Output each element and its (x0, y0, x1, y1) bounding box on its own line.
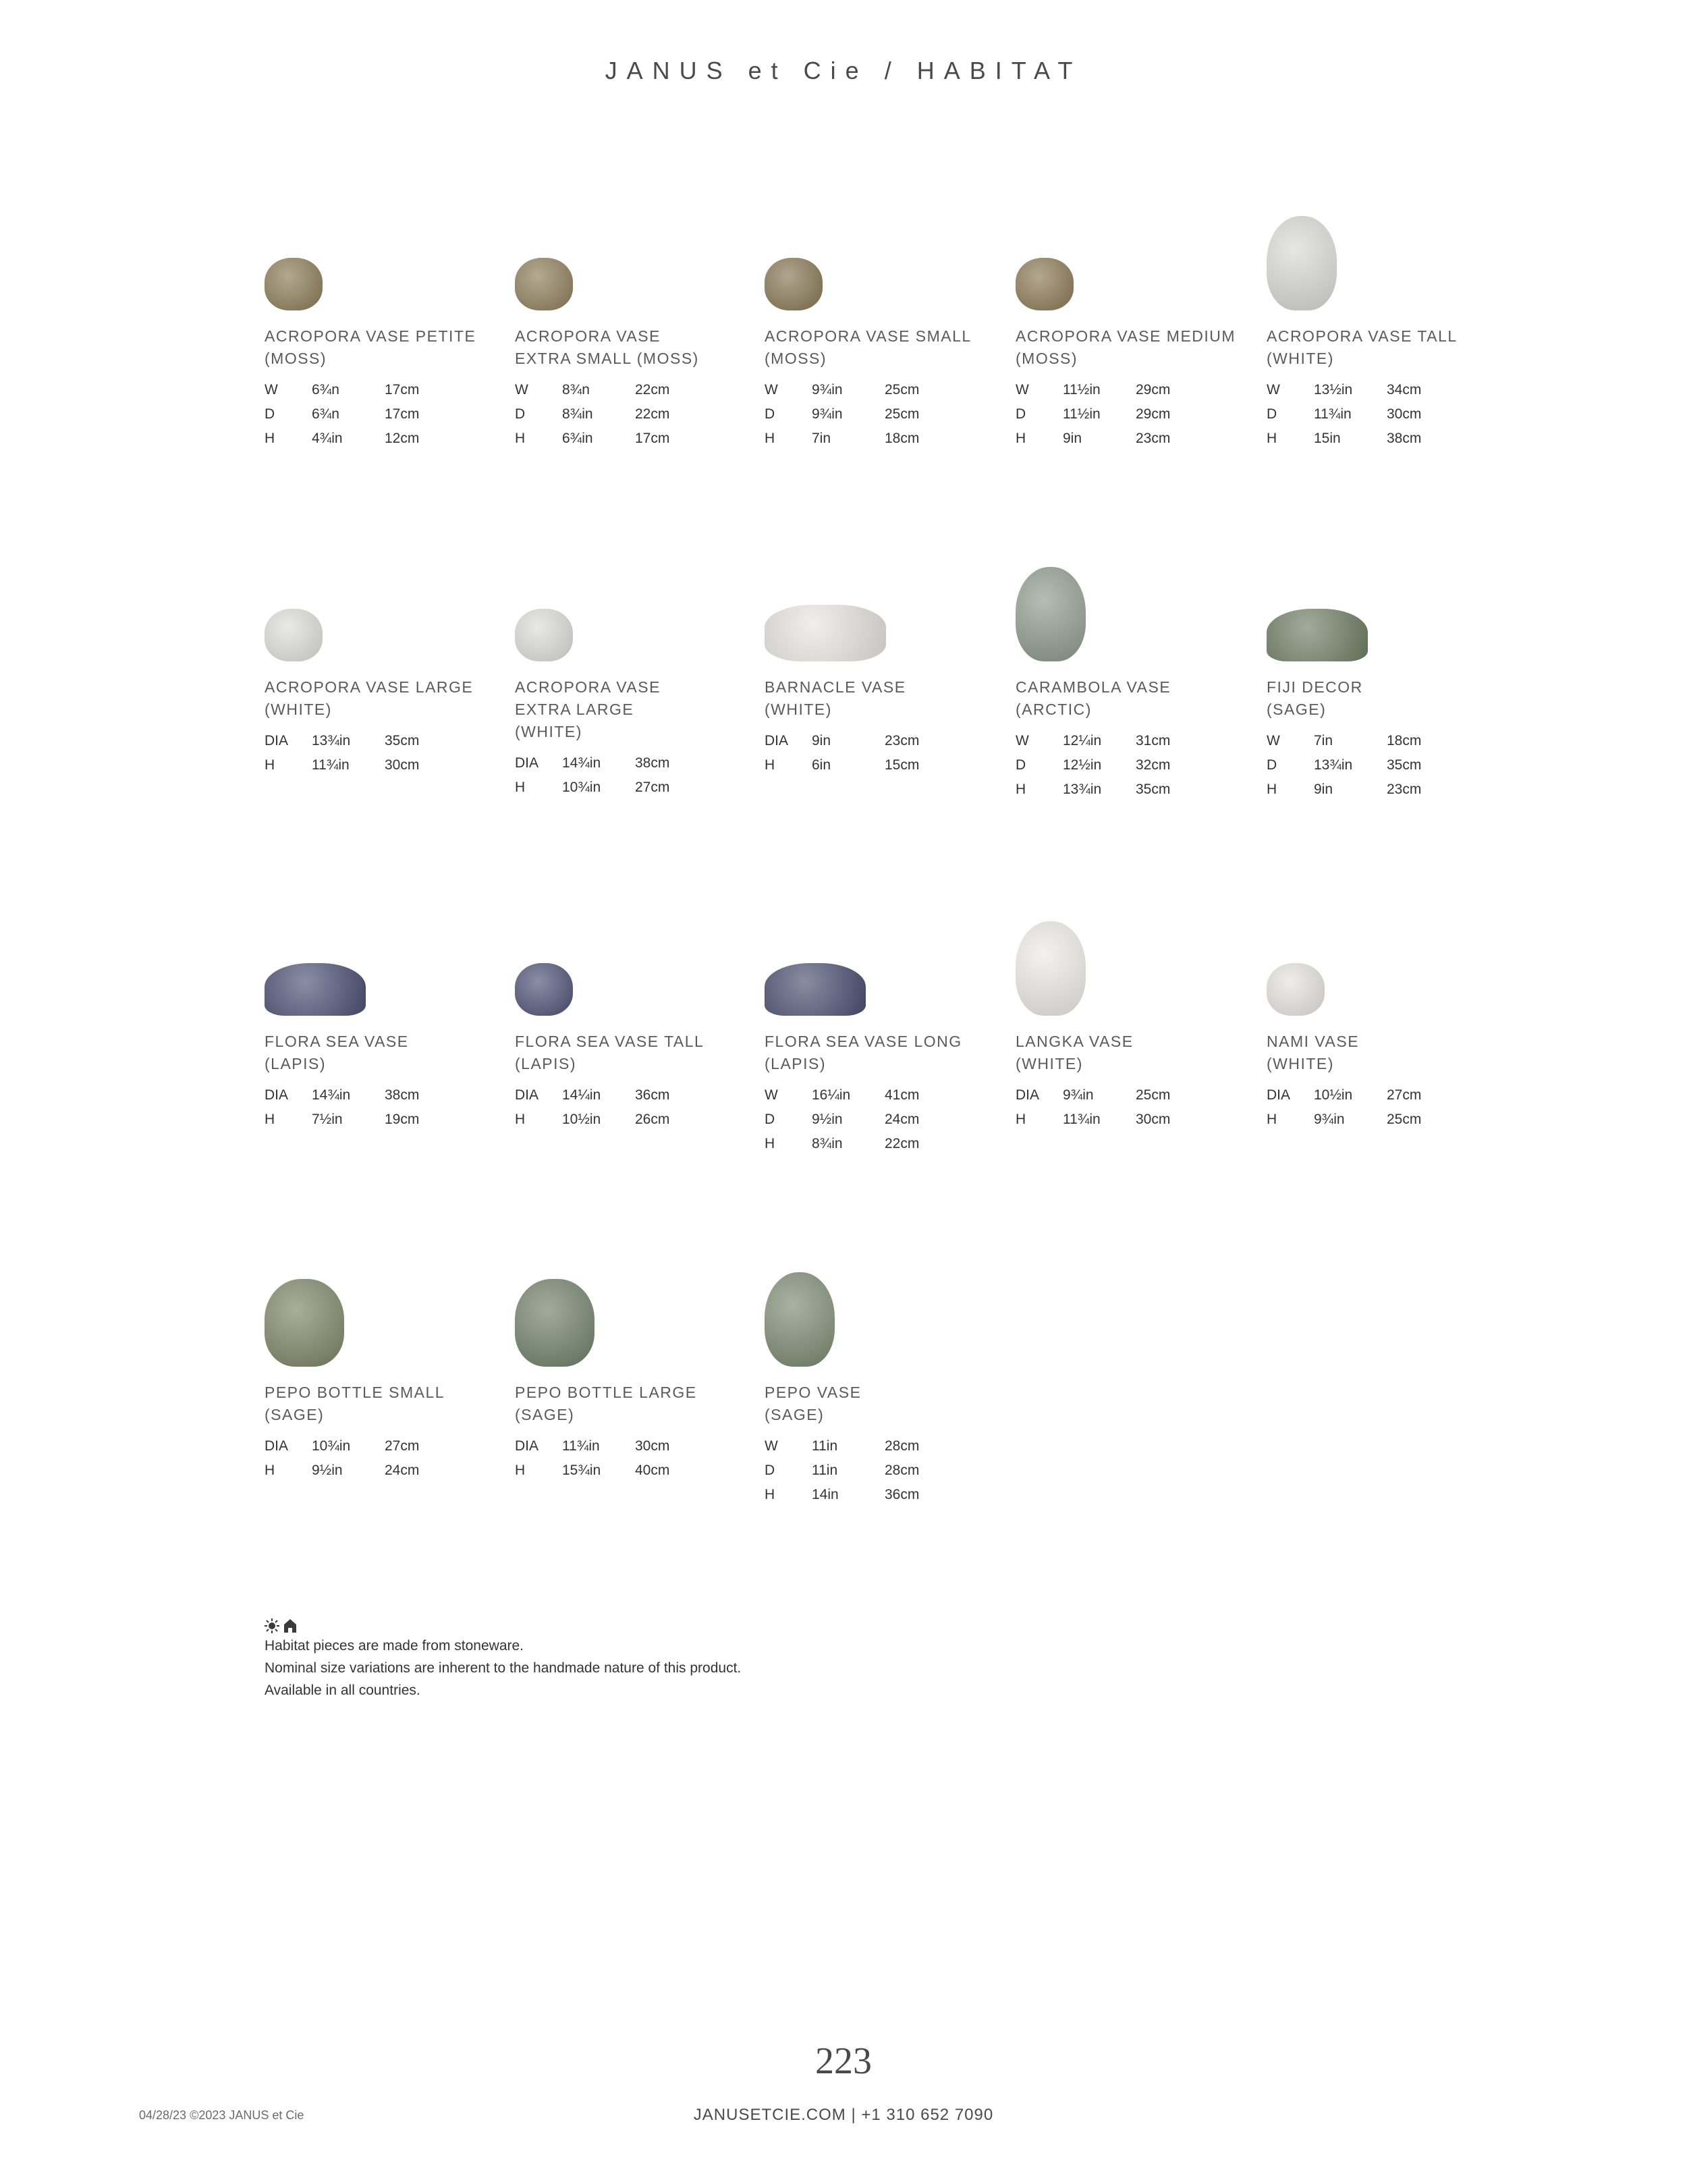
dimension-row (515, 1083, 717, 1108)
dimension-cm: 26cm (635, 1112, 670, 1127)
dimension-label: D (765, 406, 775, 422)
dimension-label: W (1267, 382, 1280, 398)
dimension-cm: 23cm (1387, 782, 1422, 797)
dimension-label: W (765, 382, 778, 398)
dimension-label: W (765, 1087, 778, 1103)
dimension-label: H (765, 431, 775, 446)
dimension-cm: 18cm (885, 431, 920, 446)
dimension-cm: 31cm (1136, 733, 1171, 748)
dimension-cm: 15cm (885, 757, 920, 773)
dimension-row (765, 1483, 967, 1507)
dimension-inches: 9in (1063, 431, 1082, 446)
dimension-cm: 28cm (885, 1463, 920, 1478)
product-dimensions (515, 1083, 717, 1132)
dimension-inches: 9in (812, 733, 831, 748)
dimension-row (1016, 378, 1218, 402)
dimension-label: H (765, 1136, 775, 1151)
dimension-row (1016, 402, 1218, 427)
dimension-label: H (265, 757, 275, 773)
product-photo (1016, 258, 1074, 310)
dimension-inches: 13¾in (1314, 757, 1353, 773)
dimension-row (265, 1434, 467, 1458)
dimension-cm: 38cm (385, 1087, 420, 1103)
material-icons (265, 1614, 1074, 1635)
dimension-cm: 29cm (1136, 382, 1171, 398)
dimension-inches: 14¼in (562, 1087, 601, 1103)
product-name: BARNACLE VASE (WHITE) (765, 678, 906, 718)
product-dimensions (1016, 1083, 1218, 1132)
dimension-label: H (515, 780, 526, 795)
dimension-inches: 9¾in (1063, 1087, 1094, 1103)
product-photo (765, 258, 823, 310)
product-photo (515, 258, 573, 310)
dimension-label: DIA (515, 755, 539, 771)
dimension-row (765, 753, 967, 777)
dimension-label: H (265, 431, 275, 446)
dimension-label: D (1016, 757, 1026, 773)
product-name: FLORA SEA VASE LONG (LAPIS) (765, 1033, 962, 1072)
dimension-row (515, 402, 717, 427)
product-dimensions (515, 751, 717, 800)
product-photo (1016, 921, 1086, 1016)
dimension-inches: 9½in (312, 1463, 343, 1478)
dimension-cm: 32cm (1136, 757, 1171, 773)
footnote-line: Nominal size variations are inherent to the handmade nature of this product. (265, 1660, 742, 1676)
dimension-row (265, 753, 467, 777)
dimension-label: DIA (515, 1438, 539, 1454)
dimension-label: H (515, 1463, 526, 1478)
dimension-cm: 22cm (635, 382, 670, 398)
dimension-inches: 6¾n (312, 382, 339, 398)
dimension-inches: 15in (1314, 431, 1341, 446)
dimension-row (265, 1458, 467, 1483)
product-photo (1267, 963, 1325, 1016)
dimension-row (265, 729, 467, 753)
dimension-cm: 27cm (1387, 1087, 1422, 1103)
dimension-cm: 24cm (385, 1463, 420, 1478)
dimension-cm: 30cm (635, 1438, 670, 1454)
dimension-inches: 7in (1314, 733, 1333, 748)
product-dimensions (1016, 378, 1218, 451)
product-photo (515, 609, 573, 661)
dimension-label: H (1016, 1112, 1026, 1127)
dimension-row (515, 378, 717, 402)
dimension-row (1267, 729, 1469, 753)
dimension-inches: 12¼in (1063, 733, 1102, 748)
dimension-cm: 25cm (1136, 1087, 1171, 1103)
dimension-row (765, 402, 967, 427)
product-dimensions (515, 1434, 717, 1483)
dimension-cm: 35cm (1136, 782, 1171, 797)
product-photo (515, 963, 573, 1016)
product-dimensions (265, 729, 467, 777)
product-photo (1267, 609, 1368, 661)
dimension-row (1267, 1083, 1469, 1108)
product-dimensions (765, 1434, 967, 1507)
dimension-inches: 9¾in (812, 382, 843, 398)
product-name: PEPO VASE (SAGE) (765, 1384, 862, 1423)
dimension-inches: 14¾in (562, 755, 601, 771)
dimension-row (265, 427, 467, 451)
product-name: ACROPORA VASE PETITE (MOSS) (265, 327, 476, 367)
product-dimensions (1267, 378, 1469, 451)
dimension-label: W (765, 1438, 778, 1454)
product-name: ACROPORA VASE EXTRA SMALL (MOSS) (515, 327, 699, 367)
dimension-row (515, 1434, 717, 1458)
dimension-row (1267, 378, 1469, 402)
dimension-label: H (265, 1463, 275, 1478)
dimension-inches: 16¼in (812, 1087, 851, 1103)
dimension-inches: 7½in (312, 1112, 343, 1127)
dimension-inches: 11in (812, 1463, 838, 1478)
product-dimensions (765, 729, 967, 777)
dimension-cm: 25cm (885, 406, 920, 422)
dimension-cm: 17cm (385, 406, 420, 422)
dimension-inches: 6in (812, 757, 831, 773)
dimension-inches: 8¾in (562, 406, 593, 422)
dimension-label: H (265, 1112, 275, 1127)
dimension-label: DIA (765, 733, 789, 748)
dimension-inches: 6¾n (312, 406, 339, 422)
footnote-line: Available in all countries. (265, 1683, 420, 1698)
dimension-inches: 15¾in (562, 1463, 601, 1478)
dimension-row (515, 1108, 717, 1132)
dimension-cm: 24cm (885, 1112, 920, 1127)
product-name: CARAMBOLA VASE (ARCTIC) (1016, 678, 1171, 718)
dimension-row (765, 378, 967, 402)
dimension-inches: 10¾in (312, 1438, 351, 1454)
dimension-cm: 34cm (1387, 382, 1422, 398)
dimension-inches: 6¾in (562, 431, 593, 446)
dimension-cm: 38cm (635, 755, 670, 771)
product-name: FLORA SEA VASE (LAPIS) (265, 1033, 409, 1072)
product-name: ACROPORA VASE EXTRA LARGE (WHITE) (515, 678, 661, 740)
dimension-cm: 30cm (385, 757, 420, 773)
dimension-cm: 36cm (885, 1487, 920, 1502)
dimension-cm: 36cm (635, 1087, 670, 1103)
footer-contact: JANUSETCIE.COM | +1 310 652 7090 (693, 2106, 994, 2124)
dimension-label: DIA (515, 1087, 539, 1103)
dimension-inches: 12½in (1063, 757, 1102, 773)
dimension-cm: 27cm (635, 780, 670, 795)
product-dimensions (265, 378, 467, 451)
dimension-cm: 38cm (1387, 431, 1422, 446)
product-dimensions (765, 1083, 967, 1156)
product-dimensions (515, 378, 717, 451)
dimension-cm: 35cm (1387, 757, 1422, 773)
dimension-label: D (765, 1463, 775, 1478)
dimension-label: W (1016, 382, 1029, 398)
dimension-row (1016, 1083, 1218, 1108)
dimension-cm: 29cm (1136, 406, 1171, 422)
dimension-inches: 11½in (1063, 382, 1101, 398)
dimension-label: H (1016, 782, 1026, 797)
dimension-cm: 27cm (385, 1438, 420, 1454)
dimension-row (515, 1458, 717, 1483)
dimension-inches: 7in (812, 431, 831, 446)
product-dimensions (265, 1434, 467, 1483)
dimension-inches: 4¾in (312, 431, 343, 446)
dimension-inches: 13¾in (1063, 782, 1102, 797)
dimension-cm: 22cm (885, 1136, 920, 1151)
dimension-label: H (765, 757, 775, 773)
dimension-row (765, 1458, 967, 1483)
dimension-inches: 10½in (562, 1112, 601, 1127)
dimension-cm: 40cm (635, 1463, 670, 1478)
dimension-row (1267, 427, 1469, 451)
dimension-row (1267, 777, 1469, 802)
dimension-row (1016, 1108, 1218, 1132)
dimension-row (265, 1108, 467, 1132)
dimension-row (265, 378, 467, 402)
product-dimensions (1016, 729, 1218, 802)
dimension-cm: 25cm (1387, 1112, 1422, 1127)
footnote (265, 1614, 1074, 1701)
dimension-label: D (1267, 406, 1277, 422)
dimension-row (1267, 402, 1469, 427)
product-photo (1267, 216, 1337, 310)
dimension-cm: 41cm (885, 1087, 920, 1103)
dimension-cm: 18cm (1387, 733, 1422, 748)
dimension-row (1016, 753, 1218, 777)
product-name: FLORA SEA VASE TALL (LAPIS) (515, 1033, 704, 1072)
dimension-inches: 11¾in (1314, 406, 1352, 422)
dimension-cm: 23cm (1136, 431, 1171, 446)
page-header: JANUS et Cie / HABITAT (605, 57, 1082, 84)
product-photo (765, 1272, 835, 1367)
dimension-label: H (515, 1112, 526, 1127)
dimension-row (1016, 427, 1218, 451)
dimension-cm: 23cm (885, 733, 920, 748)
dimension-row (265, 402, 467, 427)
dimension-label: H (765, 1487, 775, 1502)
product-photo (515, 1279, 594, 1367)
product-name: PEPO BOTTLE LARGE (SAGE) (515, 1384, 697, 1423)
dimension-cm: 12cm (385, 431, 420, 446)
product-dimensions (1267, 729, 1469, 802)
dimension-row (765, 427, 967, 451)
dimension-cm: 19cm (385, 1112, 420, 1127)
product-name: PEPO BOTTLE SMALL (SAGE) (265, 1384, 445, 1423)
product-dimensions (1267, 1083, 1469, 1132)
dimension-label: W (1016, 733, 1029, 748)
product-dimensions (265, 1083, 467, 1132)
dimension-inches: 8¾in (812, 1136, 843, 1151)
dimension-inches: 8¾n (562, 382, 590, 398)
dimension-cm: 30cm (1387, 406, 1422, 422)
product-name: ACROPORA VASE MEDIUM (MOSS) (1016, 327, 1236, 367)
dimension-inches: 9¾in (812, 406, 843, 422)
dimension-row (515, 775, 717, 800)
dimension-label: DIA (1267, 1087, 1291, 1103)
product-photo (765, 963, 866, 1016)
dimension-cm: 22cm (635, 406, 670, 422)
dimension-inches: 13½in (1314, 382, 1353, 398)
dimension-label: DIA (265, 733, 289, 748)
dimension-label: H (1267, 782, 1277, 797)
dimension-inches: 11¾in (562, 1438, 600, 1454)
dimension-row (1267, 1108, 1469, 1132)
dimension-row (515, 751, 717, 775)
page-number: 223 (815, 2040, 872, 2082)
dimension-row (765, 729, 967, 753)
dimension-cm: 17cm (385, 382, 420, 398)
dimension-cm: 30cm (1136, 1112, 1171, 1127)
dimension-inches: 9½in (812, 1112, 843, 1127)
dimension-cm: 35cm (385, 733, 420, 748)
footnote-line: Habitat pieces are made from stoneware. (265, 1638, 524, 1654)
dimension-inches: 11in (812, 1438, 838, 1454)
dimension-inches: 11¾in (1063, 1112, 1101, 1127)
dimension-row (765, 1132, 967, 1156)
dimension-label: D (265, 406, 275, 422)
product-name: ACROPORA VASE LARGE (WHITE) (265, 678, 474, 718)
product-photo (265, 963, 366, 1016)
dimension-inches: 11¾in (312, 757, 350, 773)
sun-icon (265, 1618, 279, 1633)
product-photo (1016, 567, 1086, 661)
dimension-label: H (515, 431, 526, 446)
dimension-row (765, 1434, 967, 1458)
dimension-inches: 9¾in (1314, 1112, 1345, 1127)
product-photo (265, 609, 323, 661)
dimension-label: D (515, 406, 526, 422)
dimension-inches: 9in (1314, 782, 1333, 797)
product-photo (265, 258, 323, 310)
dimension-inches: 14in (812, 1487, 839, 1502)
product-photo (265, 1279, 344, 1367)
dimension-label: D (765, 1112, 775, 1127)
product-name: FIJI DECOR (SAGE) (1267, 678, 1363, 718)
home-icon (283, 1618, 297, 1633)
dimension-cm: 28cm (885, 1438, 920, 1454)
dimension-inches: 13¾in (312, 733, 351, 748)
dimension-label: W (1267, 733, 1280, 748)
product-name: ACROPORA VASE SMALL (MOSS) (765, 327, 972, 367)
dimension-cm: 17cm (635, 431, 670, 446)
dimension-inches: 11½in (1063, 406, 1101, 422)
dimension-row (765, 1083, 967, 1108)
dimension-inches: 10½in (1314, 1087, 1353, 1103)
dimension-label: W (515, 382, 528, 398)
product-name: LANGKA VASE (WHITE) (1016, 1033, 1134, 1072)
dimension-inches: 10¾in (562, 780, 601, 795)
dimension-label: D (1267, 757, 1277, 773)
product-photo (765, 605, 886, 661)
dimension-row (515, 427, 717, 451)
dimension-label: DIA (265, 1087, 289, 1103)
footer-date-copyright: 04/28/23 ©2023 JANUS et Cie (139, 2108, 304, 2122)
dimension-label: H (1267, 431, 1277, 446)
dimension-cm: 25cm (885, 382, 920, 398)
dimension-label: W (265, 382, 278, 398)
dimension-row (1267, 753, 1469, 777)
product-name: ACROPORA VASE TALL (WHITE) (1267, 327, 1458, 367)
dimension-row (765, 1108, 967, 1132)
dimension-row (1016, 729, 1218, 753)
product-name: NAMI VASE (WHITE) (1267, 1033, 1360, 1072)
dimension-row (265, 1083, 467, 1108)
product-dimensions (765, 378, 967, 451)
dimension-label: D (1016, 406, 1026, 422)
dimension-label: DIA (1016, 1087, 1040, 1103)
dimension-label: H (1267, 1112, 1277, 1127)
dimension-row (1016, 777, 1218, 802)
dimension-inches: 14¾in (312, 1087, 351, 1103)
dimension-label: H (1016, 431, 1026, 446)
dimension-label: DIA (265, 1438, 289, 1454)
